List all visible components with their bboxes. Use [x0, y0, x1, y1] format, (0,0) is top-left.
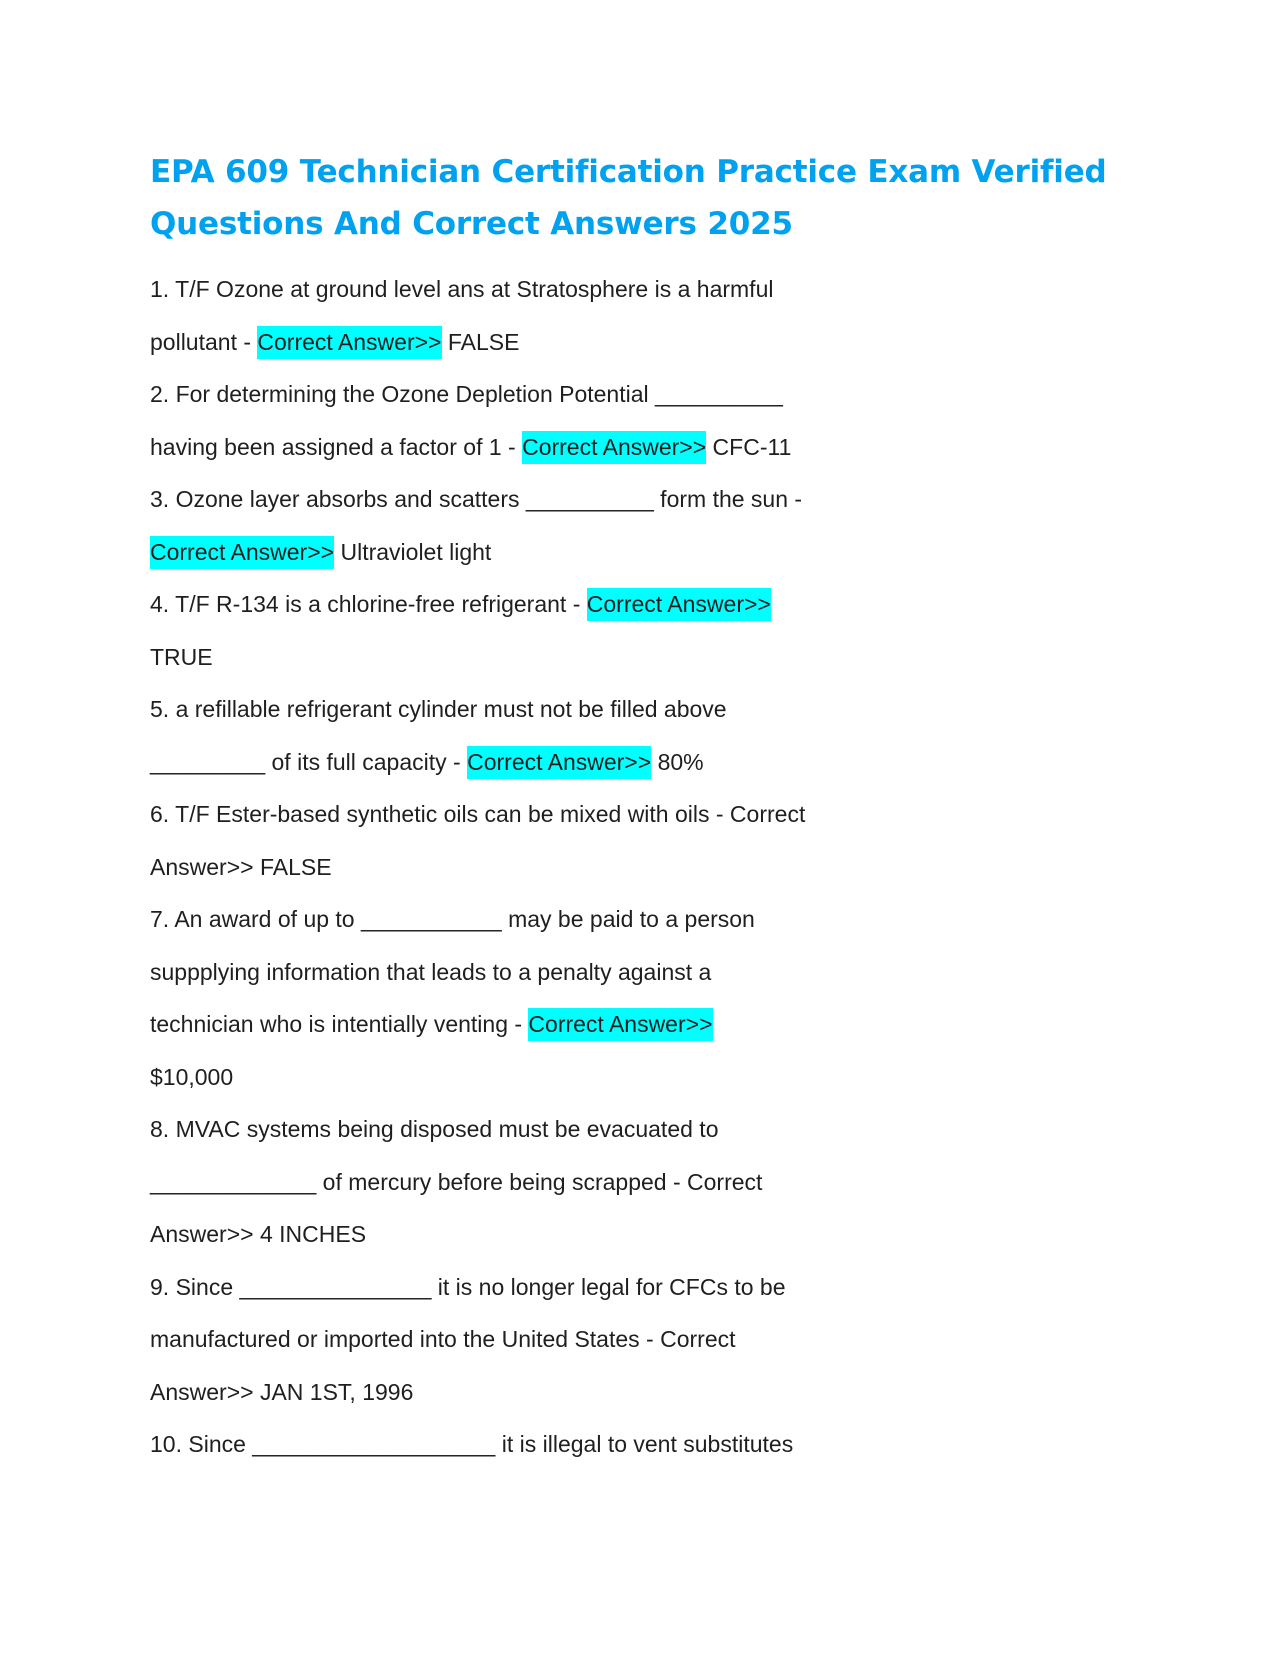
question-line [150, 841, 1150, 894]
question-item [150, 473, 1150, 578]
question-line [150, 1418, 1150, 1471]
question-number: 9. [150, 1273, 170, 1300]
question-text: Since ___________________ it is illegal to vent substitutes [188, 1431, 794, 1457]
question-text: Answer>> 4 INCHES [150, 1221, 367, 1247]
question-number: 1. [150, 276, 170, 302]
question-number: 2. [150, 381, 170, 407]
correct-answer-highlight: Correct Answer>> [257, 326, 441, 359]
question-item [150, 683, 1150, 788]
document-title [150, 146, 1150, 250]
question-text: having been assigned a factor of 1 - [150, 433, 523, 460]
question-line [150, 368, 1150, 421]
question-line [150, 578, 1150, 631]
question-line [150, 893, 1150, 946]
question-number: 7. [150, 906, 170, 932]
question-text: For determining the Ozone Depletion Potential __________ [175, 381, 783, 407]
question-line [150, 683, 1150, 736]
question-line [150, 526, 1150, 579]
question-text: Answer>> JAN 1ST, 1996 [150, 1378, 414, 1405]
question-number: 10. [150, 1431, 182, 1457]
question-text: T/F Ozone at ground level ans at Stratosphere is a harmful [175, 276, 774, 302]
question-line [150, 998, 1150, 1051]
question-line [150, 1313, 1150, 1366]
question-number: 4. [150, 591, 170, 617]
correct-answer-highlight: Correct Answer>> [467, 746, 651, 779]
question-text: technician who is intentially venting - [150, 1011, 529, 1037]
question-item [150, 1418, 1150, 1471]
question-line [150, 1208, 1150, 1261]
question-number: 6. [150, 801, 170, 827]
correct-answer-highlight: Correct Answer>> [522, 431, 706, 464]
question-line [150, 1366, 1150, 1419]
question-text: $10,000 [150, 1063, 234, 1090]
question-item [150, 788, 1150, 893]
question-list [150, 263, 1150, 1471]
question-text: pollutant - [150, 328, 258, 355]
question-line [150, 1156, 1150, 1209]
question-text: _________ of its full capacity - [150, 748, 468, 775]
document-title-line-1: EPA 609 Technician Certification Practice Exam Verified [150, 154, 1107, 190]
question-item [150, 1261, 1150, 1419]
question-text: T/F Ester-based synthetic oils can be mixed with oils - Correct [175, 801, 806, 827]
answer-text: FALSE [441, 328, 520, 355]
correct-answer-highlight: Correct Answer>> [150, 536, 334, 569]
question-item [150, 1103, 1150, 1261]
question-line [150, 1103, 1150, 1156]
question-line [150, 946, 1150, 999]
answer-text: CFC-11 [706, 433, 792, 460]
question-item [150, 578, 1150, 683]
question-text: manufactured or imported into the United States - Correct [150, 1326, 736, 1352]
question-line [150, 473, 1150, 526]
question-text: Answer>> FALSE [150, 853, 332, 880]
answer-text: 80% [651, 748, 704, 775]
answer-text: Ultraviolet light [334, 538, 492, 565]
question-text: a refillable refrigerant cylinder must not be filled above [175, 696, 727, 722]
question-text: _____________ of mercury before being scrapped - Correct [150, 1168, 763, 1195]
question-number: 5. [150, 696, 170, 722]
document-title-line-2: Questions And Correct Answers 2025 [150, 206, 793, 242]
question-text: T/F R-134 is a chlorine-free refrigerant - [175, 591, 587, 617]
question-item [150, 893, 1150, 1103]
correct-answer-highlight: Correct Answer>> [528, 1008, 712, 1041]
question-line [150, 421, 1150, 474]
question-item [150, 368, 1150, 473]
question-line [150, 1261, 1150, 1314]
question-line [150, 631, 1150, 684]
question-number: 3. [150, 486, 170, 512]
question-text: MVAC systems being disposed must be evacuated to [175, 1116, 719, 1142]
question-text: suppplying information that leads to a penalty against a [150, 958, 712, 985]
question-line [150, 736, 1150, 789]
question-text: Ozone layer absorbs and scatters __________ form the sun - [175, 486, 803, 512]
correct-answer-highlight: Correct Answer>> [587, 588, 771, 621]
question-number: 8. [150, 1116, 170, 1142]
question-line [150, 1051, 1150, 1104]
question-line [150, 788, 1150, 841]
question-text: An award of up to ___________ may be paid to a person [174, 906, 755, 932]
question-line [150, 263, 1150, 316]
question-line [150, 316, 1150, 369]
question-text: Since _______________ it is no longer legal for CFCs to be [175, 1273, 786, 1300]
question-text: TRUE [150, 643, 213, 670]
question-item [150, 263, 1150, 368]
document-page [150, 146, 1150, 1471]
